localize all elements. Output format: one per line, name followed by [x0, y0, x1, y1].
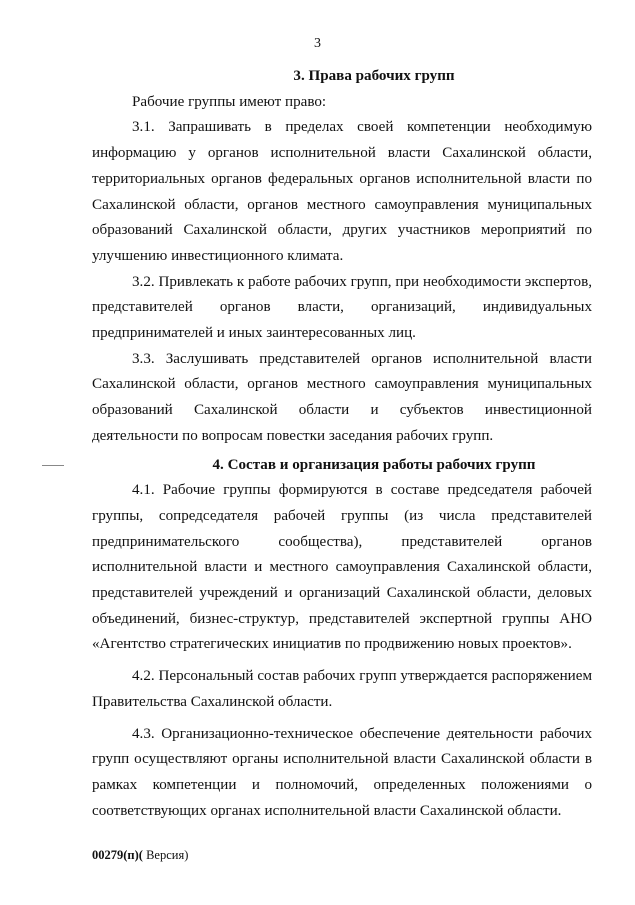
- paragraph-4-3: 4.3. Организационно-техническое обеспечение деятельности рабочих групп осуществляют органы исполнительной власти Сахалинской области в рамках компетенции и полномочий, определенных положениями о соответствующих органах исполнительной власти Сахалинской области.: [92, 725, 592, 819]
- scan-artifact-line: [42, 465, 64, 466]
- paragraph-4-2: 4.2. Персональный состав рабочих групп утверждается распоряжением Правительства Сахалинской области.: [92, 668, 592, 710]
- document-body: [92, 64, 592, 824]
- paragraph-3-2: 3.2. Привлекать к работе рабочих групп, при необходимости экспертов, представителей органов власти, организаций, индивидуальных предпринимателей и иных заинтересованных лиц.: [92, 273, 592, 342]
- paragraph-4-1: 4.1. Рабочие группы формируются в составе председателя рабочей группы, сопредседателя рабочей группы (из числа представителей предпринимательского сообщества), представителей органов исполнительной власти и местного самоуправления Сахалинской области, представителей учреждений и организаций Сахалинской области, деловых объединений, бизнес-структур, представителей экспертной группы АНО «Агентство стратегических инициатив по продвижению новых проектов».: [92, 482, 592, 653]
- footer-version: Версия): [142, 848, 189, 862]
- document-footer: [92, 848, 188, 863]
- paragraph-3-1: 3.1. Запрашивать в пределах своей компетенции необходимую информацию у органов исполнительной власти Сахалинской области, территориальных органов федеральных органов исполнительной власти по Сахалинской области, органов местного самоуправления муниципальных образований Сахалинской области, других участников мероприятий по улучшению инвестиционного климата.: [92, 119, 592, 264]
- footer-code: 00279(п)(: [92, 848, 143, 862]
- page-number: 3: [314, 36, 321, 51]
- paragraph-3-3: 3.3. Заслушивать представителей органов исполнительной власти Сахалинской области, органов местного самоуправления муниципальных образований Сахалинской области и субъектов инвестиционной деятельности по вопросам повестки заседания рабочих групп.: [92, 350, 592, 444]
- section-4-heading: 4. Состав и организация работы рабочих групп: [212, 456, 536, 473]
- section-3-intro: Рабочие группы имеют право:: [132, 93, 327, 110]
- section-3-heading: 3. Права рабочих групп: [293, 68, 455, 84]
